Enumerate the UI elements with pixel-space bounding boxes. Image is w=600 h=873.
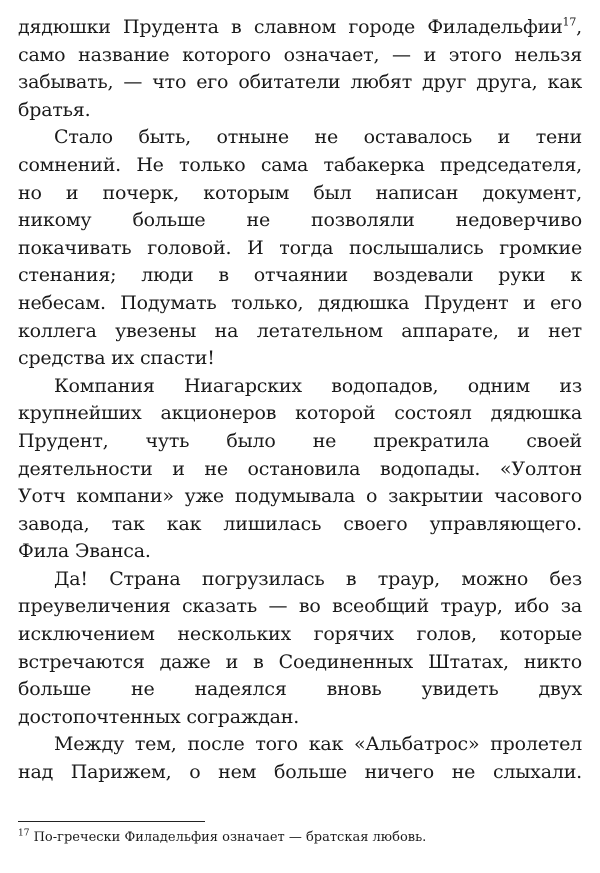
text-line: [18, 373, 582, 401]
line-text: Между тем, после того как «Альбатрос» пролетел: [54, 733, 582, 756]
footnote-number: 17: [18, 828, 30, 839]
text-line: [18, 97, 582, 125]
text-line: [18, 511, 582, 539]
line-text: Прудент, чуть было не прекратила своей: [18, 429, 582, 452]
line-text: Стало быть, отныне не оставалось и тени: [54, 126, 582, 149]
line-text: небесам. Подумать только, дядюшка Прудент и его: [18, 291, 582, 314]
text-line: [18, 538, 582, 566]
line-text: само название которого означает, — и этого нельзя: [18, 43, 582, 66]
line-text: над Парижем, о нем больше ничего не слыхали.: [18, 761, 582, 784]
line-text: преувеличения сказать — во всеобщий траур, ибо за: [18, 595, 582, 618]
line-text: Да! Страна погрузилась в траур, можно без: [54, 567, 582, 590]
text-line: [18, 180, 582, 208]
text-line: [18, 704, 582, 732]
line-text: братья.: [18, 98, 91, 121]
text-line: [18, 759, 582, 787]
text-line: [18, 14, 582, 42]
line-text: Уотч компани» уже подумывала о закрытии часового: [18, 485, 582, 508]
footnote: [18, 830, 426, 845]
line-text: деятельности и не остановила водопады. «Уолтон: [18, 457, 582, 480]
footnote-text: По-гречески Филадельфия означает — братская любовь.: [33, 830, 427, 845]
paragraph: [18, 373, 582, 566]
text-line: [18, 235, 582, 263]
line-text: стенания; люди в отчаянии воздевали руки к: [18, 264, 582, 287]
text-line: [18, 124, 582, 152]
line-text: достопочтенных сограждан.: [18, 705, 300, 728]
paragraph: [18, 566, 582, 732]
text-line: [18, 649, 582, 677]
text-line: [18, 42, 582, 70]
punctuation: ,: [576, 16, 582, 38]
line-text: дядюшки Прудента в славном городе Филадельфии: [18, 16, 563, 38]
text-line: [18, 676, 582, 704]
line-text: покачивать головой. И тогда послышались громкие: [18, 236, 582, 259]
line-text: больше не надеялся вновь увидеть двух: [18, 678, 582, 701]
paragraph: [18, 14, 582, 124]
text-line: [18, 621, 582, 649]
text-line: [18, 566, 582, 594]
text-line: [18, 290, 582, 318]
line-text: средства их спасти!: [18, 347, 215, 370]
text-line: [18, 207, 582, 235]
line-text: но и почерк, которым был написан документ,: [18, 181, 582, 204]
text-line: [18, 400, 582, 428]
text-line: [18, 483, 582, 511]
footnote-reference[interactable]: 17: [562, 15, 577, 29]
text-line: [18, 262, 582, 290]
footnote-rule: [18, 821, 205, 822]
line-text: завода, так как лишилась своего управляющего.: [18, 512, 582, 535]
line-text: Фила Эванса.: [18, 540, 151, 563]
text-line: [18, 318, 582, 346]
text-line: [18, 731, 582, 759]
line-text: никому больше не позволяли недоверчиво: [18, 209, 582, 232]
line-text: встречаются даже и в Соединенных Штатах, никто: [18, 650, 582, 673]
line-text: крупнейших акционеров которой состоял дядюшка: [18, 402, 582, 425]
line-text: коллега увезены на летательном аппарате, и нет: [18, 319, 582, 342]
book-page-body: [18, 14, 582, 787]
text-line: [18, 69, 582, 97]
text-line: [18, 345, 582, 373]
line-text: забывать, — что его обитатели любят друг друга, как: [18, 71, 582, 94]
paragraph: [18, 731, 582, 786]
text-line: [18, 152, 582, 180]
text-line: [18, 456, 582, 484]
line-text: Компания Ниагарских водопадов, одним из: [54, 374, 582, 397]
paragraph: [18, 124, 582, 372]
text-line: [18, 428, 582, 456]
text-line: [18, 593, 582, 621]
line-text: сомнений. Не только сама табакерка председателя,: [18, 153, 582, 176]
line-text: исключением нескольких горячих голов, которые: [18, 623, 582, 646]
